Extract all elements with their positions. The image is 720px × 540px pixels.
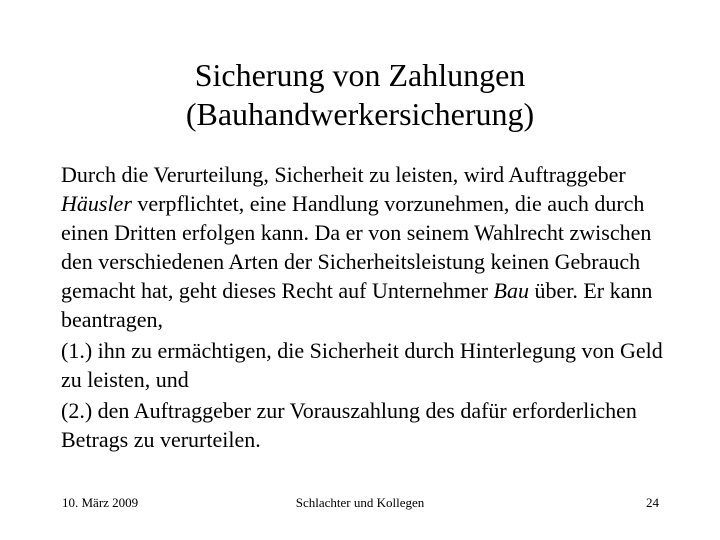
slide-title — [0, 56, 720, 134]
paragraph-1-text-a: Durch die Verurteilung, Sicherheit zu leisten, wird Auftraggeber — [61, 162, 626, 187]
paragraph-1-text-c: über. Er kann beantragen, — [61, 278, 653, 332]
name-bau: Bau — [493, 278, 529, 303]
paragraph-2: (1.) ihn zu ermächtigen, die Sicherheit durch Hinterlegung von Geld zu leisten, und — [61, 338, 663, 392]
page-number: 24 — [646, 495, 659, 510]
slide-body — [61, 160, 671, 454]
paragraph-1 — [61, 160, 671, 334]
name-haeusler: Häusler — [61, 191, 132, 216]
footer-author: Schlachter und Kollegen — [295, 495, 425, 510]
title-line-2: (Bauhandwerkersicherung) — [185, 96, 535, 132]
paragraph-3: (2.) den Auftraggeber zur Vorauszahlung des dafür erforderlichen Betrags zu verurteilen. — [61, 398, 637, 452]
footer-date: 10. März 2009 — [62, 495, 139, 510]
paragraph-1-text-b: verpflichtet, eine Handlung vorzunehmen, die auch durch einen Dritten erfolgen kann. Da er von seinem Wahlrecht zwischen den verschiedenen Arten der Sicherheitsleistung keinen Gebrauch gemacht hat, geht dieses Recht auf Unternehmer — [61, 191, 652, 303]
title-line-1: Sicherung von Zahlungen — [194, 57, 526, 93]
